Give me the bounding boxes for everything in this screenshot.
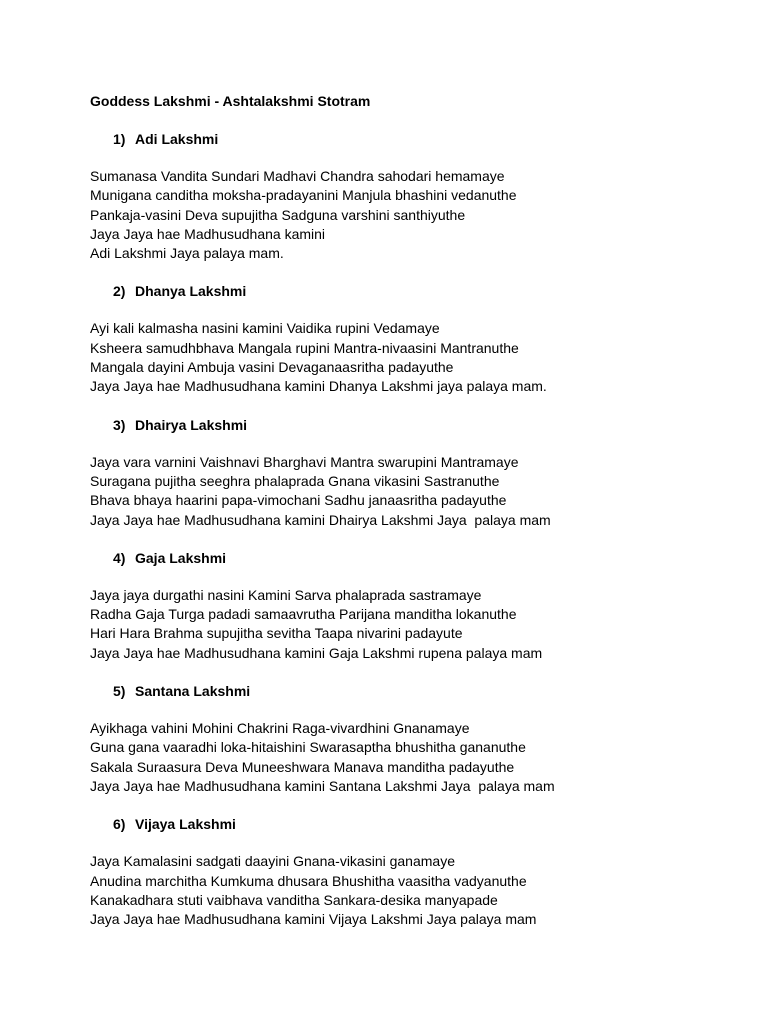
section-heading [113,549,730,567]
verse-line: Munigana canditha moksha-pradayanini Manjula bhashini vedanuthe [90,187,517,204]
document-page [90,92,730,948]
stotram-section [90,130,730,263]
verse-block [90,719,730,796]
section-heading [113,682,730,700]
verse-line: Suragana pujitha seeghra phalaprada Gnana vikasini Sastranuthe [90,472,500,489]
sections-container [90,130,730,929]
verse-line: Jaya Jaya hae Madhusudhana kamini Dhairya Lakshmi Jaya palaya mam [90,511,551,528]
verse-line: Sakala Suraasura Deva Muneeshwara Manava manditha padayuthe [90,758,515,775]
verse-line: Anudina marchitha Kumkuma dhusara Bhushitha vaasitha vadyanuthe [90,872,527,889]
section-heading [113,815,730,833]
document-title: Goddess Lakshmi - Ashtalakshmi Stotram [90,93,371,109]
section-title: Vijaya Lakshmi [135,816,236,833]
verse-line: Ksheera samudhbhava Mangala rupini Mantra-nivaasini Mantranuthe [90,339,519,356]
verse-line: Guna gana vaaradhi loka-hitaishini Swarasaptha bhushitha gananuthe [90,739,526,756]
verse-line: Ayi kali kalmasha nasini kamini Vaidika rupini Vedamaye [90,320,440,337]
verse-block [90,319,730,396]
verse-line: Jaya jaya durgathi nasini Kamini Sarva phalaprada sastramaye [90,586,482,603]
stotram-section [90,815,730,929]
verse-line: Adi Lakshmi Jaya palaya mam. [90,245,284,262]
section-number: 3) [113,416,126,433]
verse-block [90,453,730,530]
section-number: 1) [113,131,126,147]
section-number: 5) [113,683,126,700]
stotram-section [90,549,730,663]
verse-line: Ayikhaga vahini Mohini Chakrini Raga-vivardhini Gnanamaye [90,720,470,737]
verse-line: Jaya Jaya hae Madhusudhana kamini Dhanya Lakshmi jaya palaya mam. [90,378,547,395]
verse-line: Jaya Jaya hae Madhusudhana kamini Vijaya Lakshmi Jaya palaya mam [90,911,537,928]
section-heading [113,130,730,148]
verse-line: Kanakadhara stuti vaibhava vanditha Sankara-desika manyapade [90,891,498,908]
verse-line: Jaya Jaya hae Madhusudhana kamini [90,225,326,242]
section-heading [113,282,730,300]
section-title: Dhanya Lakshmi [135,283,247,300]
verse-line: Jaya Kamalasini sadgati daayini Gnana-vikasini ganamaye [90,853,455,870]
stotram-section [90,682,730,796]
verse-line: Hari Hara Brahma supujitha sevitha Taapa nivarini padayute [90,625,463,642]
stotram-section [90,282,730,396]
section-heading [113,416,730,434]
section-number: 4) [113,549,126,566]
verse-line: Bhava bhaya haarini papa-vimochani Sadhu janaasritha padayuthe [90,492,507,509]
verse-line: Jaya Jaya hae Madhusudhana kamini Santana Lakshmi Jaya palaya mam [90,777,555,794]
verse-line: Mangala dayini Ambuja vasini Devaganaasritha padayuthe [90,359,454,376]
stotram-section [90,416,730,530]
verse-line: Sumanasa Vandita Sundari Madhavi Chandra sahodari hemamaye [90,168,505,184]
section-title: Gaja Lakshmi [135,549,227,566]
verse-block [90,167,730,263]
verse-line: Jaya Jaya hae Madhusudhana kamini Gaja Lakshmi rupena palaya mam [90,644,543,661]
verse-line: Radha Gaja Turga padadi samaavrutha Parijana manditha lokanuthe [90,606,517,623]
verse-block [90,586,730,663]
verse-line: Jaya vara varnini Vaishnavi Bharghavi Mantra swarupini Mantramaye [90,453,519,470]
section-title: Santana Lakshmi [135,683,251,700]
section-title: Adi Lakshmi [135,131,219,147]
section-title: Dhairya Lakshmi [135,416,248,433]
verse-block [90,852,730,929]
verse-line: Pankaja-vasini Deva supujitha Sadguna varshini santhiyuthe [90,206,466,223]
section-number: 6) [113,816,126,833]
section-number: 2) [113,283,126,300]
